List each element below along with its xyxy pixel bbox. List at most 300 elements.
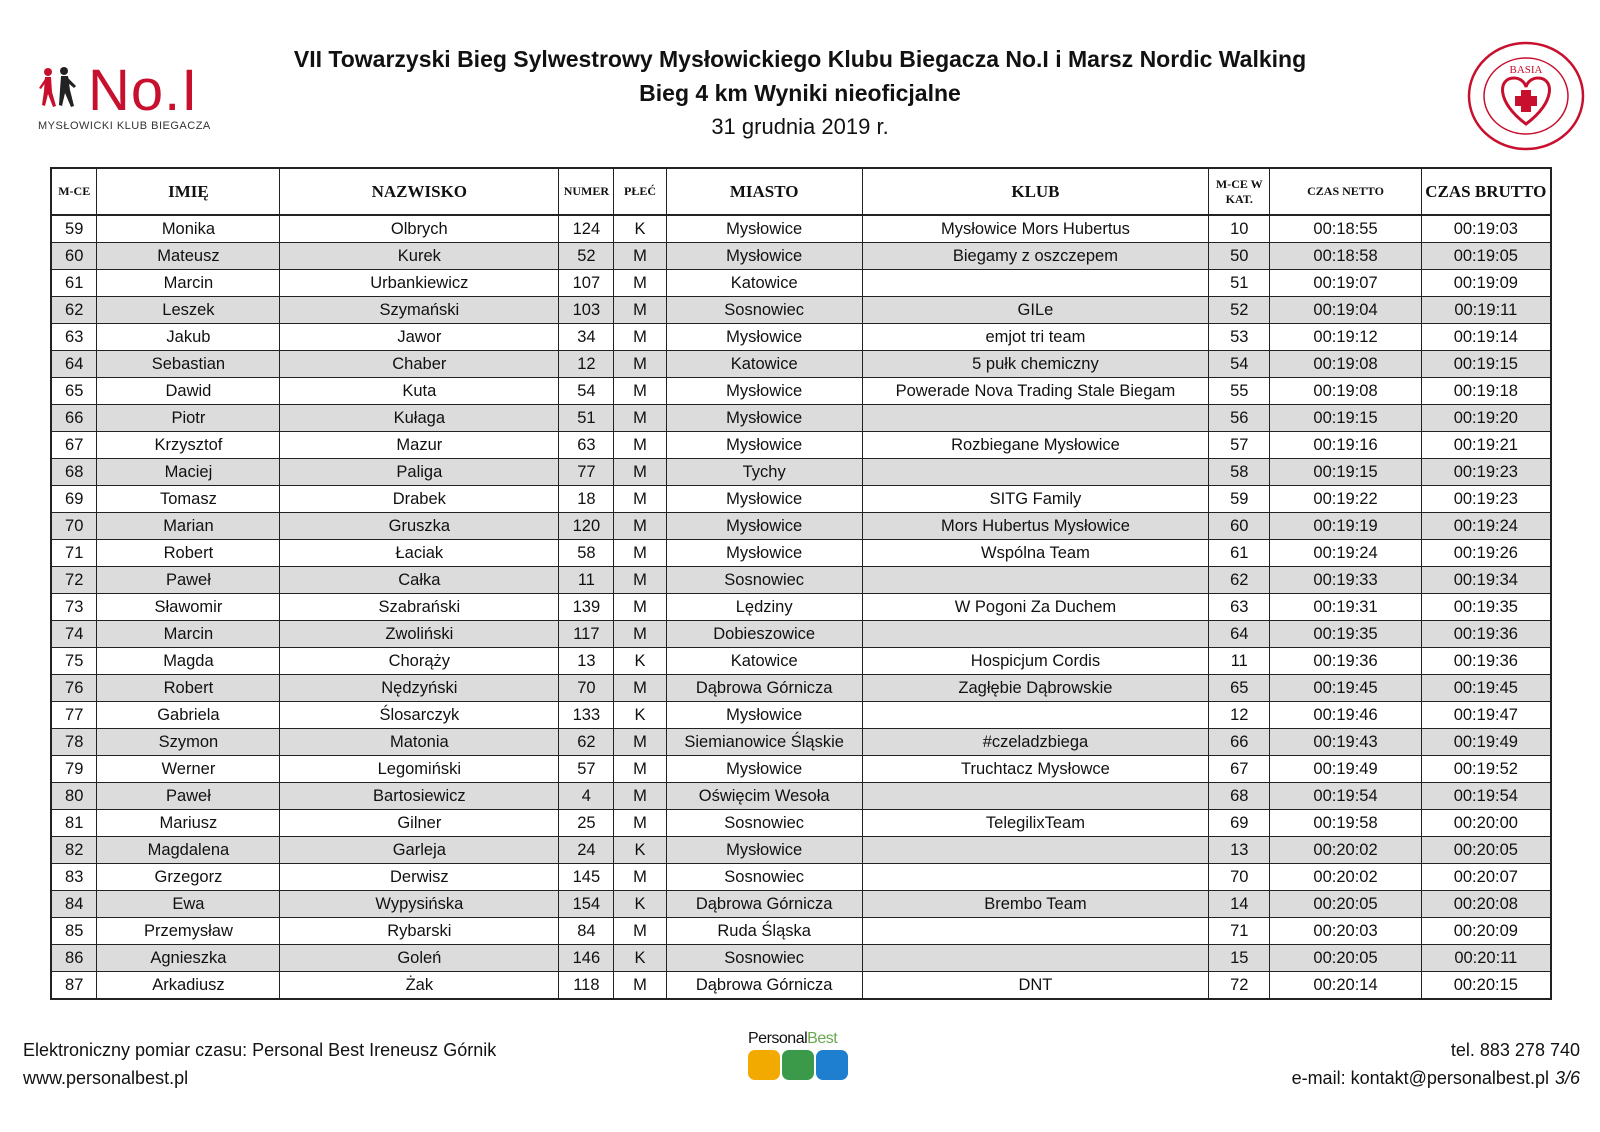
cell-gender: M <box>614 675 666 702</box>
cell-net-time: 00:19:15 <box>1270 405 1421 432</box>
cell-number: 70 <box>559 675 614 702</box>
cell-net-time: 00:19:22 <box>1270 486 1421 513</box>
cell-gross-time: 00:19:34 <box>1421 567 1551 594</box>
cell-first-name: Dawid <box>97 378 280 405</box>
col-header-gender: PŁEĆ <box>614 168 666 215</box>
cell-place: 59 <box>51 215 97 243</box>
cell-first-name: Marcin <box>97 621 280 648</box>
cell-gross-time: 00:19:49 <box>1421 729 1551 756</box>
table-row <box>51 837 1551 864</box>
cell-place: 61 <box>51 270 97 297</box>
cell-number: 24 <box>559 837 614 864</box>
table-row <box>51 918 1551 945</box>
cell-place: 66 <box>51 405 97 432</box>
cell-gross-time: 00:19:45 <box>1421 675 1551 702</box>
cell-gender: M <box>614 486 666 513</box>
pb-logo-icons <box>748 1050 858 1080</box>
cell-city: Mysłowice <box>666 405 862 432</box>
cell-category-place: 70 <box>1209 864 1270 891</box>
cell-number: 77 <box>559 459 614 486</box>
table-row <box>51 351 1551 378</box>
cell-category-place: 69 <box>1209 810 1270 837</box>
cell-place: 72 <box>51 567 97 594</box>
event-date: 31 grudnia 2019 r. <box>711 114 889 139</box>
cell-place: 65 <box>51 378 97 405</box>
cell-number: 118 <box>559 972 614 1000</box>
phone-number: tel. 883 278 740 <box>1450 1040 1580 1060</box>
cell-category-place: 61 <box>1209 540 1270 567</box>
email-address[interactable]: e-mail: kontakt@personalbest.pl <box>1291 1068 1549 1088</box>
cell-club <box>862 918 1208 945</box>
cell-net-time: 00:19:35 <box>1270 621 1421 648</box>
logo-subtitle: MYSŁOWICKI KLUB BIEGACZA <box>38 120 211 132</box>
cell-first-name: Szymon <box>97 729 280 756</box>
cell-gender: M <box>614 567 666 594</box>
cell-net-time: 00:19:45 <box>1270 675 1421 702</box>
cell-category-place: 12 <box>1209 702 1270 729</box>
cell-gross-time: 00:19:26 <box>1421 540 1551 567</box>
cell-first-name: Magda <box>97 648 280 675</box>
cell-net-time: 00:19:08 <box>1270 351 1421 378</box>
cell-gross-time: 00:19:20 <box>1421 405 1551 432</box>
cell-gross-time: 00:19:15 <box>1421 351 1551 378</box>
cell-category-place: 63 <box>1209 594 1270 621</box>
cell-club: Brembo Team <box>862 891 1208 918</box>
cell-category-place: 66 <box>1209 729 1270 756</box>
cell-place: 69 <box>51 486 97 513</box>
seal-text: BASIA <box>1509 64 1543 76</box>
cell-first-name: Maciej <box>97 459 280 486</box>
cell-category-place: 54 <box>1209 351 1270 378</box>
cell-net-time: 00:20:05 <box>1270 891 1421 918</box>
cell-city: Sosnowiec <box>666 297 862 324</box>
cell-last-name: Mazur <box>280 432 559 459</box>
cell-first-name: Mariusz <box>97 810 280 837</box>
cell-net-time: 00:19:31 <box>1270 594 1421 621</box>
cell-gender: M <box>614 324 666 351</box>
cell-place: 85 <box>51 918 97 945</box>
col-header-category-place: M-CE W KAT. <box>1209 168 1270 215</box>
cell-number: 124 <box>559 215 614 243</box>
cell-gender: K <box>614 648 666 675</box>
cell-first-name: Krzysztof <box>97 432 280 459</box>
event-title: VII Towarzyski Bieg Sylwestrowy Mysłowickiego Klubu Biegacza No.I i Marsz Nordic Walking <box>293 46 1307 72</box>
cell-city: Dąbrowa Górnicza <box>666 972 862 1000</box>
cell-club: Wspólna Team <box>862 540 1208 567</box>
cell-club: Mysłowice Mors Hubertus <box>862 215 1208 243</box>
col-header-club: KLUB <box>862 168 1208 215</box>
cell-gross-time: 00:19:14 <box>1421 324 1551 351</box>
cell-gender: M <box>614 297 666 324</box>
table-row <box>51 675 1551 702</box>
cell-category-place: 58 <box>1209 459 1270 486</box>
runner-icon <box>816 1050 848 1080</box>
table-row <box>51 432 1551 459</box>
cell-net-time: 00:19:16 <box>1270 432 1421 459</box>
document-header <box>200 42 1400 144</box>
cell-city: Mysłowice <box>666 540 862 567</box>
cell-club <box>862 945 1208 972</box>
cell-gender: K <box>614 215 666 243</box>
cell-number: 133 <box>559 702 614 729</box>
cell-number: 25 <box>559 810 614 837</box>
cell-category-place: 60 <box>1209 513 1270 540</box>
cell-place: 64 <box>51 351 97 378</box>
cell-city: Mysłowice <box>666 702 862 729</box>
cell-category-place: 10 <box>1209 215 1270 243</box>
cell-last-name: Zwoliński <box>280 621 559 648</box>
cell-number: 117 <box>559 621 614 648</box>
cell-category-place: 51 <box>1209 270 1270 297</box>
cell-category-place: 65 <box>1209 675 1270 702</box>
cell-place: 80 <box>51 783 97 810</box>
results-table <box>50 167 1552 1000</box>
cell-gross-time: 00:19:35 <box>1421 594 1551 621</box>
cell-first-name: Jakub <box>97 324 280 351</box>
cell-last-name: Kurek <box>280 243 559 270</box>
cell-category-place: 67 <box>1209 756 1270 783</box>
cell-gender: M <box>614 513 666 540</box>
cell-gross-time: 00:19:47 <box>1421 702 1551 729</box>
logo-text: No.I <box>88 58 199 123</box>
cell-place: 74 <box>51 621 97 648</box>
col-header-place: M-CE <box>51 168 97 215</box>
cell-last-name: Chaber <box>280 351 559 378</box>
cell-place: 62 <box>51 297 97 324</box>
cell-club <box>862 405 1208 432</box>
cell-category-place: 71 <box>1209 918 1270 945</box>
cell-number: 146 <box>559 945 614 972</box>
cell-net-time: 00:19:36 <box>1270 648 1421 675</box>
cell-category-place: 64 <box>1209 621 1270 648</box>
cell-first-name: Paweł <box>97 783 280 810</box>
cell-city: Tychy <box>666 459 862 486</box>
cell-club <box>862 783 1208 810</box>
cell-number: 154 <box>559 891 614 918</box>
cell-city: Sosnowiec <box>666 567 862 594</box>
cell-first-name: Sebastian <box>97 351 280 378</box>
col-header-city: MIASTO <box>666 168 862 215</box>
cell-club <box>862 567 1208 594</box>
blood-donor-seal-icon <box>1466 40 1586 152</box>
cell-net-time: 00:19:46 <box>1270 702 1421 729</box>
cell-net-time: 00:20:03 <box>1270 918 1421 945</box>
cell-last-name: Jawor <box>280 324 559 351</box>
cell-category-place: 13 <box>1209 837 1270 864</box>
cell-city: Ruda Śląska <box>666 918 862 945</box>
cell-last-name: Urbankiewicz <box>280 270 559 297</box>
cell-city: Mysłowice <box>666 486 862 513</box>
cell-gender: M <box>614 864 666 891</box>
cell-category-place: 72 <box>1209 972 1270 1000</box>
table-row <box>51 270 1551 297</box>
cell-last-name: Drabek <box>280 486 559 513</box>
cell-gross-time: 00:19:54 <box>1421 783 1551 810</box>
cell-gross-time: 00:19:23 <box>1421 486 1551 513</box>
cell-last-name: Derwisz <box>280 864 559 891</box>
cell-city: Katowice <box>666 270 862 297</box>
cell-net-time: 00:19:04 <box>1270 297 1421 324</box>
col-header-last-name: NAZWISKO <box>280 168 559 215</box>
cell-gross-time: 00:19:03 <box>1421 215 1551 243</box>
cell-gender: M <box>614 243 666 270</box>
cell-club: emjot tri team <box>862 324 1208 351</box>
cell-first-name: Werner <box>97 756 280 783</box>
cell-category-place: 53 <box>1209 324 1270 351</box>
cell-club: Biegamy z oszczepem <box>862 243 1208 270</box>
col-header-net-time: CZAS NETTO <box>1270 168 1421 215</box>
cell-net-time: 00:19:07 <box>1270 270 1421 297</box>
cell-place: 60 <box>51 243 97 270</box>
cell-place: 67 <box>51 432 97 459</box>
cell-number: 84 <box>559 918 614 945</box>
table-row <box>51 459 1551 486</box>
cell-first-name: Tomasz <box>97 486 280 513</box>
cell-last-name: Szymański <box>280 297 559 324</box>
cell-first-name: Gabriela <box>97 702 280 729</box>
personal-best-logo <box>748 1030 858 1090</box>
cell-last-name: Szabrański <box>280 594 559 621</box>
table-row <box>51 567 1551 594</box>
cell-city: Lędziny <box>666 594 862 621</box>
cell-first-name: Marian <box>97 513 280 540</box>
cell-gross-time: 00:20:05 <box>1421 837 1551 864</box>
table-row <box>51 702 1551 729</box>
cell-gender: M <box>614 270 666 297</box>
cell-gender: M <box>614 351 666 378</box>
table-row <box>51 756 1551 783</box>
cell-number: 139 <box>559 594 614 621</box>
cell-place: 75 <box>51 648 97 675</box>
cell-category-place: 15 <box>1209 945 1270 972</box>
cell-net-time: 00:20:14 <box>1270 972 1421 1000</box>
cell-number: 107 <box>559 270 614 297</box>
cell-club: 5 pułk chemiczny <box>862 351 1208 378</box>
cell-gross-time: 00:19:21 <box>1421 432 1551 459</box>
cell-city: Sosnowiec <box>666 864 862 891</box>
cell-city: Oświęcim Wesoła <box>666 783 862 810</box>
cell-number: 103 <box>559 297 614 324</box>
cell-first-name: Arkadiusz <box>97 972 280 1000</box>
cell-club: Mors Hubertus Mysłowice <box>862 513 1208 540</box>
cell-number: 62 <box>559 729 614 756</box>
cell-number: 63 <box>559 432 614 459</box>
cell-city: Katowice <box>666 351 862 378</box>
cell-gross-time: 00:19:09 <box>1421 270 1551 297</box>
cell-last-name: Ślosarczyk <box>280 702 559 729</box>
cell-gross-time: 00:20:00 <box>1421 810 1551 837</box>
cell-city: Dobieszowice <box>666 621 862 648</box>
cell-club: Hospicjum Cordis <box>862 648 1208 675</box>
cell-place: 68 <box>51 459 97 486</box>
cell-number: 12 <box>559 351 614 378</box>
cell-city: Dąbrowa Górnicza <box>666 891 862 918</box>
cell-place: 79 <box>51 756 97 783</box>
cell-place: 73 <box>51 594 97 621</box>
cell-place: 77 <box>51 702 97 729</box>
footer-left <box>23 1036 496 1092</box>
cell-gross-time: 00:19:11 <box>1421 297 1551 324</box>
cell-gender: K <box>614 837 666 864</box>
table-row <box>51 594 1551 621</box>
cell-gender: M <box>614 918 666 945</box>
table-row <box>51 378 1551 405</box>
cell-gender: K <box>614 702 666 729</box>
cell-city: Siemianowice Śląskie <box>666 729 862 756</box>
cell-club: Truchtacz Mysłowce <box>862 756 1208 783</box>
cell-club: DNT <box>862 972 1208 1000</box>
cell-net-time: 00:19:19 <box>1270 513 1421 540</box>
table-row <box>51 945 1551 972</box>
cell-city: Mysłowice <box>666 432 862 459</box>
cell-place: 76 <box>51 675 97 702</box>
cell-category-place: 52 <box>1209 297 1270 324</box>
cell-last-name: Nędzyński <box>280 675 559 702</box>
cell-first-name: Przemysław <box>97 918 280 945</box>
cell-gross-time: 00:20:11 <box>1421 945 1551 972</box>
cell-first-name: Marcin <box>97 270 280 297</box>
cell-last-name: Kuta <box>280 378 559 405</box>
col-header-number: NUMER <box>559 168 614 215</box>
cell-club: SITG Family <box>862 486 1208 513</box>
cell-last-name: Olbrych <box>280 215 559 243</box>
cell-gender: M <box>614 432 666 459</box>
cell-city: Mysłowice <box>666 837 862 864</box>
pb-name-best: Best <box>807 1030 838 1047</box>
cell-gross-time: 00:19:18 <box>1421 378 1551 405</box>
timing-credit: Elektroniczny pomiar czasu: Personal Best Ireneusz Górnik <box>23 1040 497 1060</box>
cell-number: 120 <box>559 513 614 540</box>
cell-first-name: Sławomir <box>97 594 280 621</box>
cell-gross-time: 00:19:52 <box>1421 756 1551 783</box>
cell-net-time: 00:19:15 <box>1270 459 1421 486</box>
cell-net-time: 00:19:54 <box>1270 783 1421 810</box>
cell-club <box>862 837 1208 864</box>
cell-first-name: Magdalena <box>97 837 280 864</box>
cell-category-place: 14 <box>1209 891 1270 918</box>
cell-number: 51 <box>559 405 614 432</box>
cell-gross-time: 00:20:15 <box>1421 972 1551 1000</box>
cell-last-name: Żak <box>280 972 559 1000</box>
cell-last-name: Rybarski <box>280 918 559 945</box>
cell-number: 11 <box>559 567 614 594</box>
cell-net-time: 00:19:24 <box>1270 540 1421 567</box>
cell-first-name: Robert <box>97 540 280 567</box>
cell-first-name: Monika <box>97 215 280 243</box>
cell-city: Dąbrowa Górnicza <box>666 675 862 702</box>
cell-gender: M <box>614 378 666 405</box>
table-row <box>51 621 1551 648</box>
cell-gross-time: 00:20:08 <box>1421 891 1551 918</box>
cell-last-name: Paliga <box>280 459 559 486</box>
cell-club <box>862 459 1208 486</box>
cell-first-name: Ewa <box>97 891 280 918</box>
cell-last-name: Chorąży <box>280 648 559 675</box>
cell-city: Mysłowice <box>666 324 862 351</box>
cell-gender: M <box>614 405 666 432</box>
cell-net-time: 00:20:02 <box>1270 837 1421 864</box>
cell-club <box>862 621 1208 648</box>
cell-net-time: 00:20:02 <box>1270 864 1421 891</box>
club-logo <box>34 60 224 140</box>
cell-gender: M <box>614 756 666 783</box>
cell-city: Sosnowiec <box>666 810 862 837</box>
cell-city: Mysłowice <box>666 756 862 783</box>
cell-last-name: Gruszka <box>280 513 559 540</box>
cell-net-time: 00:18:55 <box>1270 215 1421 243</box>
table-row <box>51 729 1551 756</box>
cell-gender: K <box>614 945 666 972</box>
cell-gross-time: 00:19:36 <box>1421 621 1551 648</box>
cell-number: 52 <box>559 243 614 270</box>
cell-number: 13 <box>559 648 614 675</box>
cell-gender: M <box>614 594 666 621</box>
page-number: 3/6 <box>1554 1068 1580 1088</box>
cell-last-name: Goleń <box>280 945 559 972</box>
cell-last-name: Całka <box>280 567 559 594</box>
cell-city: Sosnowiec <box>666 945 862 972</box>
cell-net-time: 00:19:08 <box>1270 378 1421 405</box>
cell-first-name: Robert <box>97 675 280 702</box>
cell-club: Rozbiegane Mysłowice <box>862 432 1208 459</box>
table-row <box>51 297 1551 324</box>
table-row <box>51 540 1551 567</box>
swimmer-icon <box>782 1050 814 1080</box>
cell-city: Katowice <box>666 648 862 675</box>
table-row <box>51 891 1551 918</box>
cell-city: Mysłowice <box>666 378 862 405</box>
cell-place: 63 <box>51 324 97 351</box>
table-row <box>51 324 1551 351</box>
cell-number: 58 <box>559 540 614 567</box>
cell-club <box>862 864 1208 891</box>
table-row <box>51 972 1551 1000</box>
cell-gender: M <box>614 810 666 837</box>
cell-club: #czeladzbiega <box>862 729 1208 756</box>
website-link[interactable]: www.personalbest.pl <box>23 1068 189 1088</box>
col-header-first-name: IMIĘ <box>97 168 280 215</box>
runners-icon <box>36 66 80 118</box>
table-row <box>51 513 1551 540</box>
cell-category-place: 57 <box>1209 432 1270 459</box>
cell-city: Mysłowice <box>666 243 862 270</box>
cell-place: 86 <box>51 945 97 972</box>
cell-gross-time: 00:20:07 <box>1421 864 1551 891</box>
stopwatch-icon <box>748 1050 780 1080</box>
table-row <box>51 648 1551 675</box>
pb-name-personal: Personal <box>748 1030 808 1047</box>
cell-place: 82 <box>51 837 97 864</box>
cell-category-place: 11 <box>1209 648 1270 675</box>
cell-gender: M <box>614 972 666 1000</box>
cell-club: Powerade Nova Trading Stale Biegam <box>862 378 1208 405</box>
cell-gross-time: 00:19:23 <box>1421 459 1551 486</box>
results-title: Bieg 4 km Wyniki nieoficjalne <box>639 80 961 106</box>
col-header-gross-time: CZAS BRUTTO <box>1421 168 1551 215</box>
cell-last-name: Legomiński <box>280 756 559 783</box>
table-row <box>51 783 1551 810</box>
table-header-row <box>51 168 1551 215</box>
cell-category-place: 50 <box>1209 243 1270 270</box>
cell-place: 71 <box>51 540 97 567</box>
cell-place: 83 <box>51 864 97 891</box>
cell-number: 18 <box>559 486 614 513</box>
cell-last-name: Bartosiewicz <box>280 783 559 810</box>
cell-category-place: 59 <box>1209 486 1270 513</box>
table-row <box>51 405 1551 432</box>
table-body <box>51 215 1551 999</box>
cell-last-name: Kułaga <box>280 405 559 432</box>
